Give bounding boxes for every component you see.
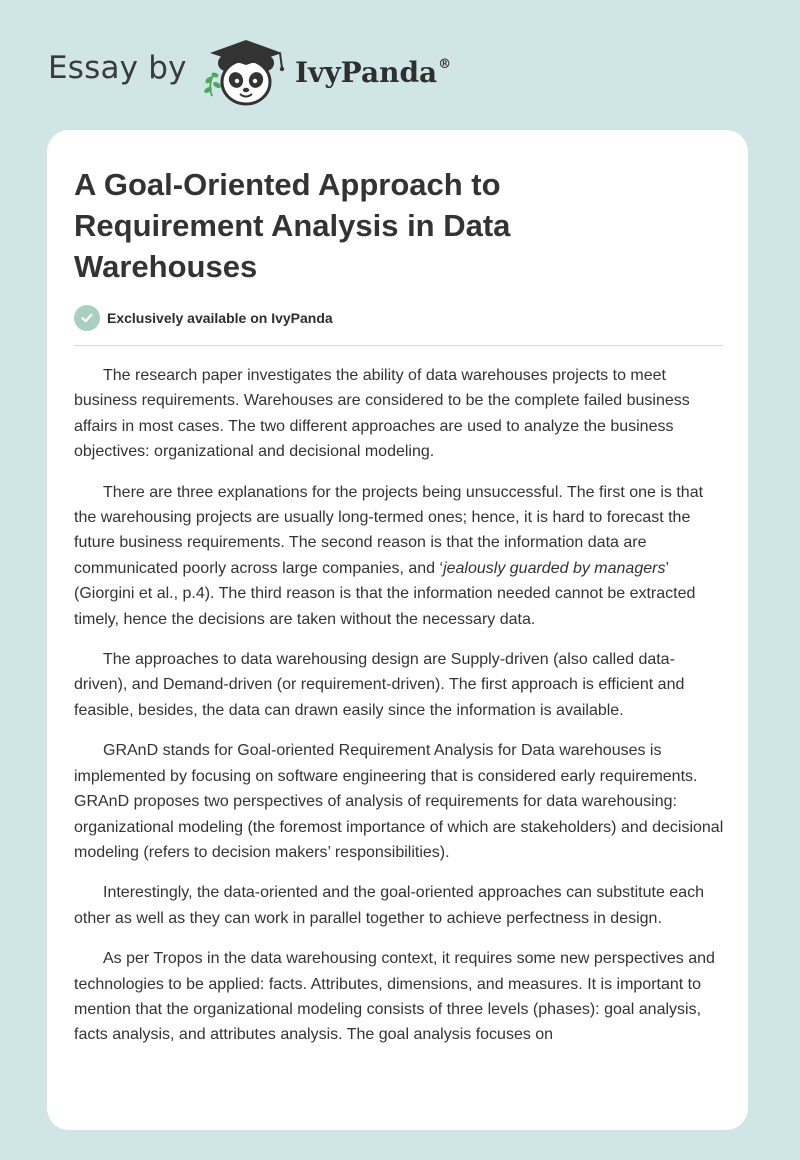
- panda-graduate-logo-icon[interactable]: [200, 36, 292, 108]
- divider: [74, 345, 723, 346]
- trademark-symbol: ®: [438, 57, 452, 72]
- paragraph-text: ’ (Giorgini et al., p.4). The third reason is that the information needed cannot be extracted timely, hence the decisions are taken without the necessary data.: [74, 559, 696, 628]
- paragraph: As per Tropos in the data warehousing context, it requires some new perspectives and technologies to be applied: facts. Attributes, dimensions, and measures. It is important to mention that the organizational modeling consists of three levels (phases): goal analysis, facts analysis, and attributes analysis. The goal analysis focuses on: [74, 950, 715, 1044]
- essay-body: [74, 363, 726, 1063]
- paragraph: GRAnD stands for Goal-oriented Requirement Analysis for Data warehouses is implemented by focusing on software engineering that is considered early requirements. GRAnD proposes two perspectives of analysis of requirements for data warehousing: organizational modeling (the foremost importance of which are stakeholders) and decisional modeling (refers to decision makers’ responsibilities).: [74, 742, 724, 861]
- brand-prefix: Essay by: [48, 50, 187, 86]
- paragraph: The approaches to data warehousing design are Supply-driven (also called data-driven), and Demand-driven (or requirement-driven). The first approach is efficient and feasible, besides, the data can drawn easily since the information is available.: [74, 651, 685, 719]
- check-circle-icon: [74, 305, 100, 331]
- exclusive-badge: [74, 305, 333, 331]
- paragraph: [74, 480, 726, 632]
- essay-title: A Goal-Oriented Approach to Requirement Analysis in Data Warehouses: [74, 167, 511, 284]
- quoted-phrase: jealously guarded by managers: [443, 559, 666, 577]
- brand-name-text: IvyPanda: [295, 56, 438, 89]
- site-header: [0, 0, 800, 130]
- brand-name[interactable]: [295, 56, 451, 89]
- exclusive-badge-text: Exclusively available on IvyPanda: [107, 310, 333, 326]
- essay-card: [47, 130, 748, 1130]
- paragraph: The research paper investigates the ability of data warehouses projects to meet business requirements. Warehouses are considered to be the complete failed business affairs in most cases. The two different approaches are used to analyze the business objectives: organizational and decisional modeling.: [74, 367, 690, 461]
- paragraph-text: There are three explanations for the projects being unsuccessful. The first one is that the warehousing projects are usually long-termed ones; hence, it is hard to forecast the future business requirements. The second reason is that the information data are communicated poorly across large companies, and ‘: [74, 483, 704, 577]
- paragraph: Interestingly, the data-oriented and the goal-oriented approaches can substitute each other as well as they can work in parallel together to achieve perfectness in design.: [74, 884, 704, 927]
